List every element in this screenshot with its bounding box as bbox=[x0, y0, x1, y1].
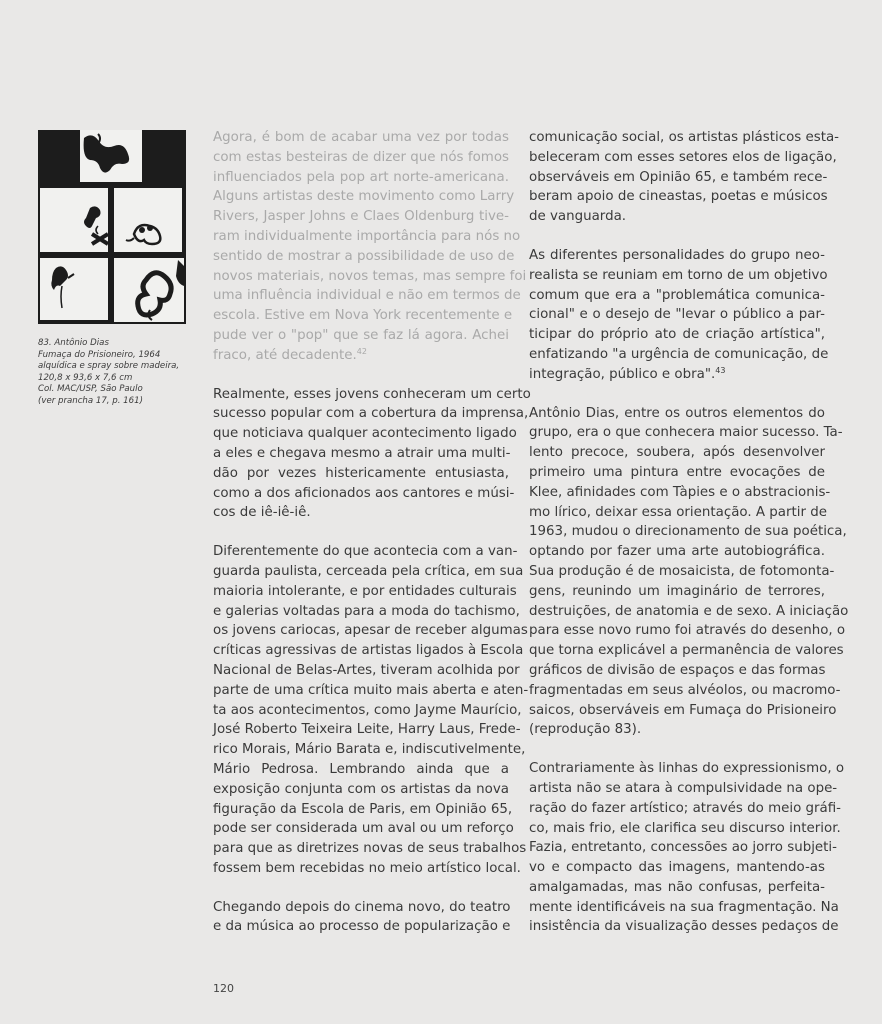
text-line: gens, reunindo um imaginário de terrores, bbox=[529, 583, 825, 599]
text-line: co, mais frio, ele clarifica seu discurso interior. bbox=[529, 820, 841, 836]
quote-line: Agora, é bom de acabar uma vez por todas bbox=[213, 130, 509, 145]
text-line: vo e compacto das imagens, mantendo-as bbox=[529, 860, 825, 876]
quote-line: uma influência individual e não em termos de bbox=[213, 288, 521, 304]
middle-column bbox=[213, 128, 531, 937]
caption-line: Col. MAC/USP, São Paulo bbox=[38, 384, 143, 395]
caption-line: 83. Antônio Dias bbox=[38, 338, 109, 348]
text: integração, público e obra". bbox=[529, 366, 716, 382]
text-line: os jovens cariocas, apesar de receber algumas bbox=[213, 623, 528, 639]
quote-line: com estas besteiras de dizer que nós fomos bbox=[213, 149, 509, 165]
text-line: Antônio Dias, entre os outros elementos do bbox=[529, 405, 825, 421]
text-line: e da música ao processo de popularização e bbox=[213, 919, 511, 935]
text-line: ração do fazer artístico; através do meio gráfi- bbox=[529, 800, 842, 816]
text-line: maioria intolerante, e por entidades culturais bbox=[213, 583, 517, 599]
quote-line: ram individualmente importância para nós no bbox=[213, 228, 521, 244]
text-line-last bbox=[529, 365, 825, 385]
text-line: Contrariamente às linhas do expressionismo, o bbox=[529, 761, 845, 777]
text-line: Diferentemente do que acontecia com a van- bbox=[213, 544, 518, 560]
text-line: Sua produção é de mosaicista, de fotomonta- bbox=[529, 563, 835, 579]
text-line: para que as diretrizes novas de seus trabalhos bbox=[213, 841, 527, 857]
text-line: a eles e chegava mesmo a atrair uma multi- bbox=[213, 445, 511, 461]
quote-line: escola. Estive em Nova York recentemente e bbox=[213, 308, 513, 324]
text-line: como a dos aficionados aos cantores e músi- bbox=[213, 485, 515, 501]
quote-line: influenciados pela pop art norte-americana. bbox=[213, 169, 509, 185]
text-line: realista se reuniam em torno de um objetivo bbox=[529, 267, 828, 283]
quote-line: Rivers, Jasper Johns e Claes Oldenburg tive- bbox=[213, 209, 509, 225]
text-line: comunicação social, os artistas plásticos esta- bbox=[529, 130, 840, 145]
footnote-ref[interactable]: 42 bbox=[356, 346, 367, 356]
text-line: saicos, observáveis em Fumaça do Prisioneiro bbox=[529, 702, 837, 718]
text-line: amalgamadas, mas não confusas, perfeita- bbox=[529, 879, 825, 895]
caption-line: Fumaça do Prisioneiro, 1964 bbox=[38, 349, 161, 360]
text-line: cional" e o desejo de "levar o público a par- bbox=[529, 307, 825, 323]
quote-line: sentido de mostrar a possibilidade de uso de bbox=[213, 248, 515, 264]
text-line: lento precoce, soubera, após desenvolver bbox=[529, 445, 825, 461]
caption-line: alquídica e spray sobre madeira, bbox=[38, 361, 180, 372]
text-line: destruições, de anatomia e de sexo. A iniciação bbox=[529, 603, 849, 619]
quote-line: pude ver o "pop" que se faz lá agora. Achei bbox=[213, 327, 509, 343]
quote-text: fraco, até decadente. bbox=[213, 347, 357, 363]
text-line: artista não se atara à compulsividade na ope- bbox=[529, 780, 838, 796]
text-line: José Roberto Teixeira Leite, Harry Laus, Frede- bbox=[213, 722, 521, 738]
artwork-caption bbox=[38, 338, 198, 408]
paragraph bbox=[213, 898, 509, 938]
text-line: ticipar do próprio ato de criação artística", bbox=[529, 327, 825, 343]
block-quote bbox=[213, 128, 527, 366]
text-line: exposição conjunta com os artistas da nova bbox=[213, 781, 509, 797]
text-line: Nacional de Belas-Artes, tiveram acolhida por bbox=[213, 662, 520, 678]
text-line: comum que era a "problemática comunica- bbox=[529, 287, 825, 303]
text-line: Klee, afinidades com Tàpies e o abstracionis- bbox=[529, 484, 831, 500]
text-line: enfatizando "a urgência de comunicação, de bbox=[529, 346, 829, 362]
text-line: optando por fazer uma arte autobiográfica. bbox=[529, 544, 825, 560]
text-line: dão por vezes histericamente entusiasta, bbox=[213, 465, 509, 481]
text-line: figuração da Escola de Paris, em Opinião 65, bbox=[213, 801, 513, 817]
text-line: Realmente, esses jovens conheceram um certo bbox=[213, 386, 531, 402]
caption-line: (ver prancha 17, p. 161) bbox=[38, 395, 143, 406]
text-line: cos de iê-iê-iê. bbox=[213, 505, 311, 521]
text-line: 1963, mudou o direcionamento de sua poética, bbox=[529, 524, 847, 540]
text-line: gráficos de divisão de espaços e das formas bbox=[529, 662, 826, 678]
text-line: Mário Pedrosa. Lembrando ainda que a bbox=[213, 761, 509, 777]
text-line: mente identificáveis na sua fragmentação. Na bbox=[529, 899, 839, 915]
text-line: de vanguarda. bbox=[529, 209, 627, 225]
text-line: Chegando depois do cinema novo, do teatro bbox=[213, 899, 511, 915]
footnote-ref[interactable]: 43 bbox=[715, 365, 726, 375]
paragraph bbox=[529, 128, 840, 227]
text-line: fragmentadas em seus alvéolos, ou macromo- bbox=[529, 682, 841, 698]
text-line: (reprodução 83). bbox=[529, 722, 642, 738]
quote-line: Alguns artistas deste movimento como Larry bbox=[213, 189, 515, 205]
text-line: sucesso popular com a cobertura da imprensa, bbox=[213, 406, 529, 422]
text-line: parte de uma crítica muito mais aberta e aten- bbox=[213, 682, 529, 698]
text-line: insistência da visualização desses pedaços de bbox=[529, 919, 839, 935]
text-line: observáveis em Opinião 65, e também rece- bbox=[529, 169, 828, 185]
paragraph bbox=[213, 542, 529, 879]
text-line: ta aos acontecimentos, como Jayme Maurício, bbox=[213, 702, 522, 718]
text-line: grupo, era o que conhecera maior sucesso. Ta- bbox=[529, 425, 843, 441]
text-line: para esse novo rumo foi através do desenho, o bbox=[529, 623, 846, 639]
text-line: fossem bem recebidas no meio artístico local. bbox=[213, 860, 521, 876]
paragraph bbox=[529, 246, 829, 385]
text-line: mo lírico, deixar essa orientação. A partir de bbox=[529, 504, 827, 520]
text-line: beleceram com esses setores elos de ligação, bbox=[529, 149, 837, 165]
quote-line: novos materiais, novos temas, mas sempre foi bbox=[213, 268, 527, 284]
text-line: que noticiava qualquer acontecimento ligado bbox=[213, 426, 517, 442]
text-line: críticas agressivas de artistas ligados à Escola bbox=[213, 643, 524, 659]
text-line: Fazia, entretanto, concessões ao jorro subjeti- bbox=[529, 840, 837, 856]
paragraph bbox=[529, 404, 849, 741]
paragraph bbox=[213, 385, 531, 524]
text-line: que torna explicável a permanência de valores bbox=[529, 643, 844, 659]
text-line: rico Morais, Mário Barata e, indiscutivelmente, bbox=[213, 742, 526, 758]
text-line: e galerias voltadas para a moda do tachismo, bbox=[213, 603, 520, 619]
page-number: 120 bbox=[213, 982, 234, 995]
text-line: beram apoio de cineastas, poetas e músicos bbox=[529, 189, 828, 205]
text-line: guarda paulista, cerceada pela crítica, em sua bbox=[213, 563, 524, 579]
text-line: As diferentes personalidades do grupo neo- bbox=[529, 247, 825, 263]
paragraph bbox=[529, 759, 845, 937]
artwork-image bbox=[38, 130, 186, 324]
right-column bbox=[529, 128, 849, 937]
caption-line: 120,8 x 93,6 x 7,6 cm bbox=[38, 372, 133, 383]
text-line: primeiro uma pintura entre evocações de bbox=[529, 464, 825, 480]
quote-line-last bbox=[213, 346, 509, 366]
text-line: pode ser considerada um aval ou um reforço bbox=[213, 821, 514, 837]
